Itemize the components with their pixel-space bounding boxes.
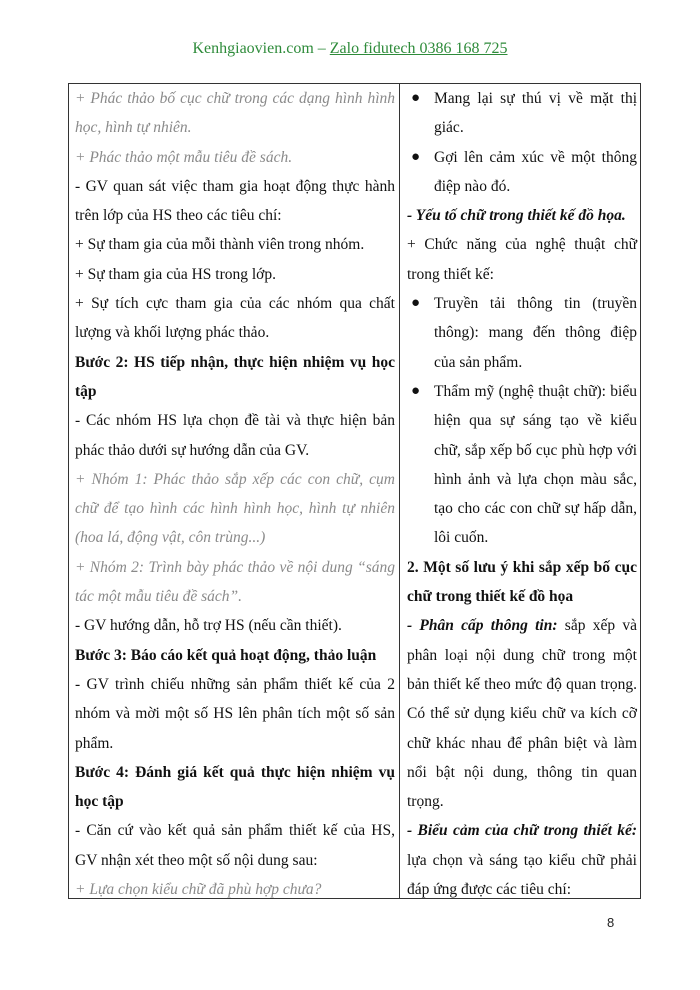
left-paragraph: + Sự tích cực tham gia của các nhóm qua chất lượng và khối lượng phác thảo. <box>75 295 395 342</box>
body-text: lựa chọn và sáng tạo kiểu chữ phải đáp ứng được các tiêu chí: <box>407 851 637 899</box>
column-divider <box>399 84 400 898</box>
bullet-item <box>407 143 637 202</box>
right-column <box>407 84 637 904</box>
bullet-text: Mang lại sự thú vị về mặt thị giác. <box>434 90 637 137</box>
left-paragraph: - Các nhóm HS lựa chọn đề tài và thực hiện bản phác thảo dưới sự hướng dẫn của GV. <box>75 412 395 459</box>
body-text: + Chức năng của nghệ thuật chữ trong thiết kế: <box>407 236 637 283</box>
step-heading: Bước 2: HS tiếp nhận, thực hiện nhiệm vụ học tập <box>75 353 395 400</box>
left-paragraph: - GV quan sát việc tham gia hoạt động thực hành trên lớp của HS theo các tiêu chí: <box>75 177 395 225</box>
left-paragraph: + Sự tham gia của HS trong lớp. <box>75 265 276 283</box>
emphasis-text: 2. Một số lưu ý khi sắp xếp bố cục chữ trong thiết kế đồ họa <box>407 558 637 606</box>
body-text: sắp xếp và phân loại nội dung chữ trong một bản thiết kế theo mức độ quan trọng. Có thể sử dụng kiểu chữ va kích cỡ chữ khác nhau để phân biệt và làm nổi bật nội dung, thông tin quan trọng. <box>407 617 637 811</box>
bullet-text: Thẩm mỹ (nghệ thuật chữ): biểu hiện qua sự sáng tạo về kiểu chữ, sắp xếp bố cục phù hợp với hình ảnh và lựa chọn màu sắc, tạo cho các con chữ sự hấp dẫn, lôi cuốn. <box>434 382 637 547</box>
left-column <box>75 84 395 904</box>
left-paragraph: + Nhóm 2: Trình bày phác thảo về nội dung “sáng tác một mẫu tiêu đề sách”. <box>75 558 395 606</box>
bullet-item <box>407 289 637 377</box>
page-header <box>0 40 700 58</box>
emphasis-text: - Phân cấp thông tin: <box>407 617 558 635</box>
lesson-table <box>68 83 641 899</box>
left-paragraph: + Phác thảo một mẫu tiêu đề sách. <box>75 148 293 166</box>
bullet-icon: ● <box>411 382 421 399</box>
bullet-icon: ● <box>411 295 421 312</box>
bullet-item <box>407 84 637 143</box>
header-separator: – <box>317 40 326 57</box>
left-paragraph: + Sự tham gia của mỗi thành viên trong nhóm. <box>75 236 365 254</box>
right-paragraph <box>407 553 637 612</box>
step-heading: Bước 4: Đánh giá kết quả thực hiện nhiệm vụ học tập <box>75 763 395 811</box>
emphasis-text: - Biểu cảm của chữ trong thiết kế: <box>407 822 637 840</box>
page-number: 8 <box>607 915 615 930</box>
bullet-item <box>407 377 637 553</box>
left-paragraph: - Căn cứ vào kết quả sản phẩm thiết kế của HS, GV nhận xét theo một số nội dung sau: <box>75 822 395 869</box>
right-paragraph <box>407 816 637 904</box>
bullet-text: Truyền tải thông tin (truyền thông): mang đến thông điệp của sản phẩm. <box>434 295 637 371</box>
left-paragraph: + Phác thảo bố cục chữ trong các dạng hình hình học, hình tự nhiên. <box>75 90 395 137</box>
right-paragraph <box>407 230 637 289</box>
step-heading: Bước 3: Báo cáo kết quả hoạt động, thảo luận <box>75 646 377 664</box>
contact-link[interactable]: Zalo fidutech 0386 168 725 <box>329 40 508 57</box>
left-paragraph: - GV hướng dẫn, hỗ trợ HS (nếu cần thiết). <box>75 617 342 635</box>
bullet-text: Gợi lên cảm xúc về một thông điệp nào đó. <box>434 148 637 195</box>
bullet-icon: ● <box>411 90 421 106</box>
left-paragraph: - GV trình chiếu những sản phẩm thiết kế của 2 nhóm và mời một số HS lên phân tích một số sản phẩm. <box>75 675 395 752</box>
bullet-icon: ● <box>411 148 421 165</box>
emphasis-text: - Yếu tố chữ trong thiết kế đồ họa. <box>407 207 626 225</box>
left-paragraph: + Nhóm 1: Phác thảo sắp xếp các con chữ, cụm chữ để tạo hình các hình hình học, hình tự nhiên (hoa lá, động vật, côn trùng...) <box>75 470 395 547</box>
site-name: Kenhgiaovien.com <box>192 40 314 57</box>
right-paragraph <box>407 201 637 230</box>
right-paragraph <box>407 611 637 816</box>
left-paragraph: + Lựa chọn kiểu chữ đã phù hợp chưa? <box>75 881 322 899</box>
